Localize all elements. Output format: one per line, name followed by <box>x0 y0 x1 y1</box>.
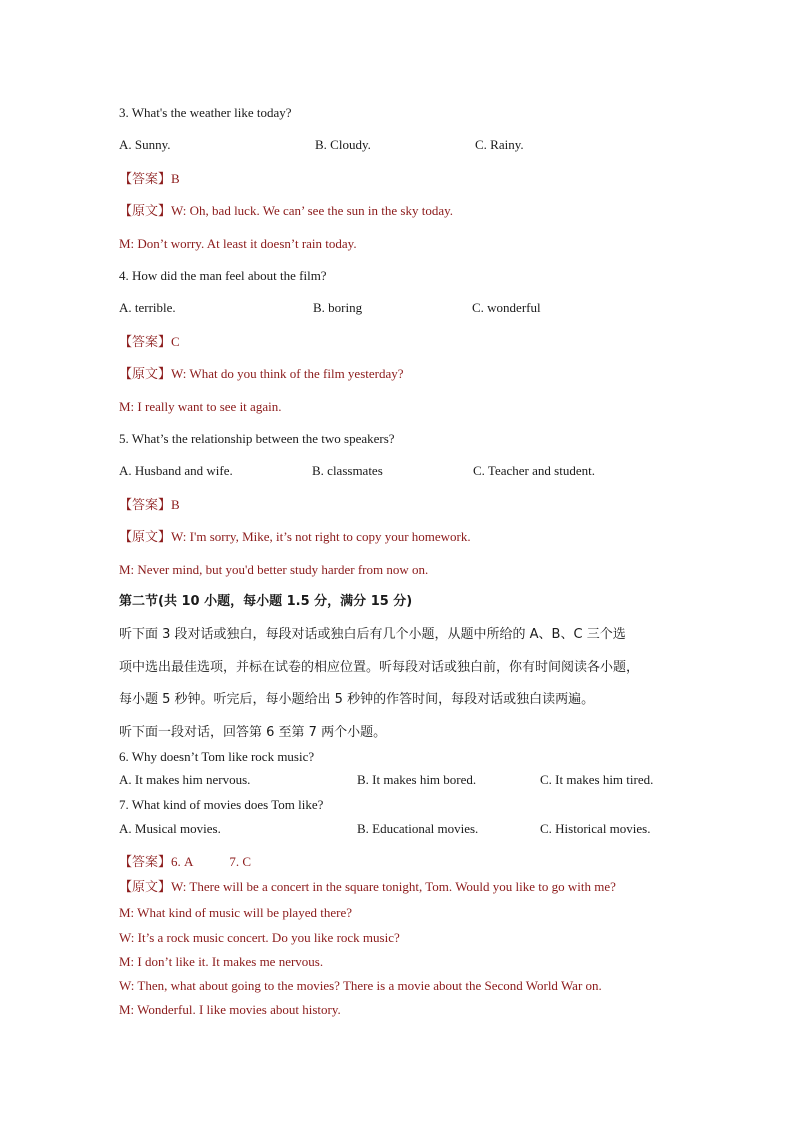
q3-script-1 <box>119 202 453 221</box>
q6-option-c: C. It makes him tired. <box>540 772 654 787</box>
answer-tag: 【答案】 <box>119 335 172 350</box>
q67-script-5: W: Then, what about going to the movies? There is a movie about the Second World War on. <box>119 978 602 993</box>
q3-script-2: M: Don’t worry. At least it doesn’t rain today. <box>119 236 357 251</box>
q5-option-b: B. classmates <box>312 463 383 478</box>
q5-option-a: A. Husband and wife. <box>119 463 233 478</box>
q7-option-c: C. Historical movies. <box>540 821 651 836</box>
question-6: 6. Why doesn’t Tom like rock music? <box>119 749 315 764</box>
group-intro: 听下面一段对话，回答第 6 至第 7 两个小题。 <box>119 725 387 740</box>
q3-option-c: C. Rainy. <box>475 137 524 152</box>
q67-answer <box>119 853 251 872</box>
q3-option-a: A. Sunny. <box>119 137 171 152</box>
q5-option-c: C. Teacher and student. <box>473 463 595 478</box>
q4-option-a: A. terrible. <box>119 300 176 315</box>
q4-script-2: M: I really want to see it again. <box>119 399 282 414</box>
answer-6: 6. A <box>171 854 194 869</box>
script-line: W: Oh, bad luck. We can’ see the sun in the sky today. <box>171 203 454 218</box>
q7-option-a: A. Musical movies. <box>119 821 221 836</box>
q3-answer <box>119 170 180 189</box>
script-line: W: There will be a concert in the square tonight, Tom. Would you like to go with me? <box>171 879 616 894</box>
question-5: 5. What’s the relationship between the two speakers? <box>119 431 395 446</box>
q7-option-b: B. Educational movies. <box>357 821 479 836</box>
question-7: 7. What kind of movies does Tom like? <box>119 797 324 812</box>
q6-option-b: B. It makes him bored. <box>357 772 477 787</box>
question-3: 3. What's the weather like today? <box>119 105 292 120</box>
q6-option-a: A. It makes him nervous. <box>119 772 251 787</box>
q67-script-3: W: It’s a rock music concert. Do you like rock music? <box>119 930 400 945</box>
answer-tag: 【答案】 <box>119 498 172 513</box>
q67-script-1 <box>119 878 616 897</box>
instructions-line-1: 听下面 3 段对话或独白，每段对话或独白后有几个小题，从题中所给的 A、B、C 三个选 <box>119 627 626 642</box>
q5-script-2: M: Never mind, but you'd better study harder from now on. <box>119 562 429 577</box>
answer-7: 7. C <box>229 854 252 869</box>
q67-script-2: M: What kind of music will be played there? <box>119 905 352 920</box>
q5-script-1 <box>119 528 471 547</box>
answer-tag: 【答案】 <box>119 172 172 187</box>
q4-option-b: B. boring <box>313 300 363 315</box>
instructions-line-2: 项中选出最佳选项，并标在试卷的相应位置。听每段对话或独白前，你有时间阅读各小题， <box>119 660 640 675</box>
script-tag: 【原文】 <box>119 367 172 382</box>
answer-value: B <box>171 497 180 512</box>
instructions-line-3: 每小题 5 秒钟。听完后，每小题给出 5 秒钟的作答时间，每段对话或独白读两遍。 <box>119 692 595 707</box>
q4-option-c: C. wonderful <box>472 300 541 315</box>
answer-tag: 【答案】 <box>119 855 172 870</box>
script-line: W: What do you think of the film yesterday? <box>171 366 404 381</box>
q67-script-6: M: Wonderful. I like movies about history. <box>119 1002 341 1017</box>
script-line: W: I'm sorry, Mike, it’s not right to copy your homework. <box>171 529 471 544</box>
q67-script-4: M: I don’t like it. It makes me nervous. <box>119 954 324 969</box>
answer-value: C <box>171 334 180 349</box>
question-4: 4. How did the man feel about the film? <box>119 268 327 283</box>
q4-script-1 <box>119 365 404 384</box>
script-tag: 【原文】 <box>119 530 172 545</box>
script-tag: 【原文】 <box>119 204 172 219</box>
section-heading: 第二节(共 10 小题，每小题 1.5 分，满分 15 分) <box>119 594 413 609</box>
answer-value: B <box>171 171 180 186</box>
q3-option-b: B. Cloudy. <box>315 137 371 152</box>
q5-answer <box>119 496 180 515</box>
script-tag: 【原文】 <box>119 880 172 895</box>
q4-answer <box>119 333 180 352</box>
